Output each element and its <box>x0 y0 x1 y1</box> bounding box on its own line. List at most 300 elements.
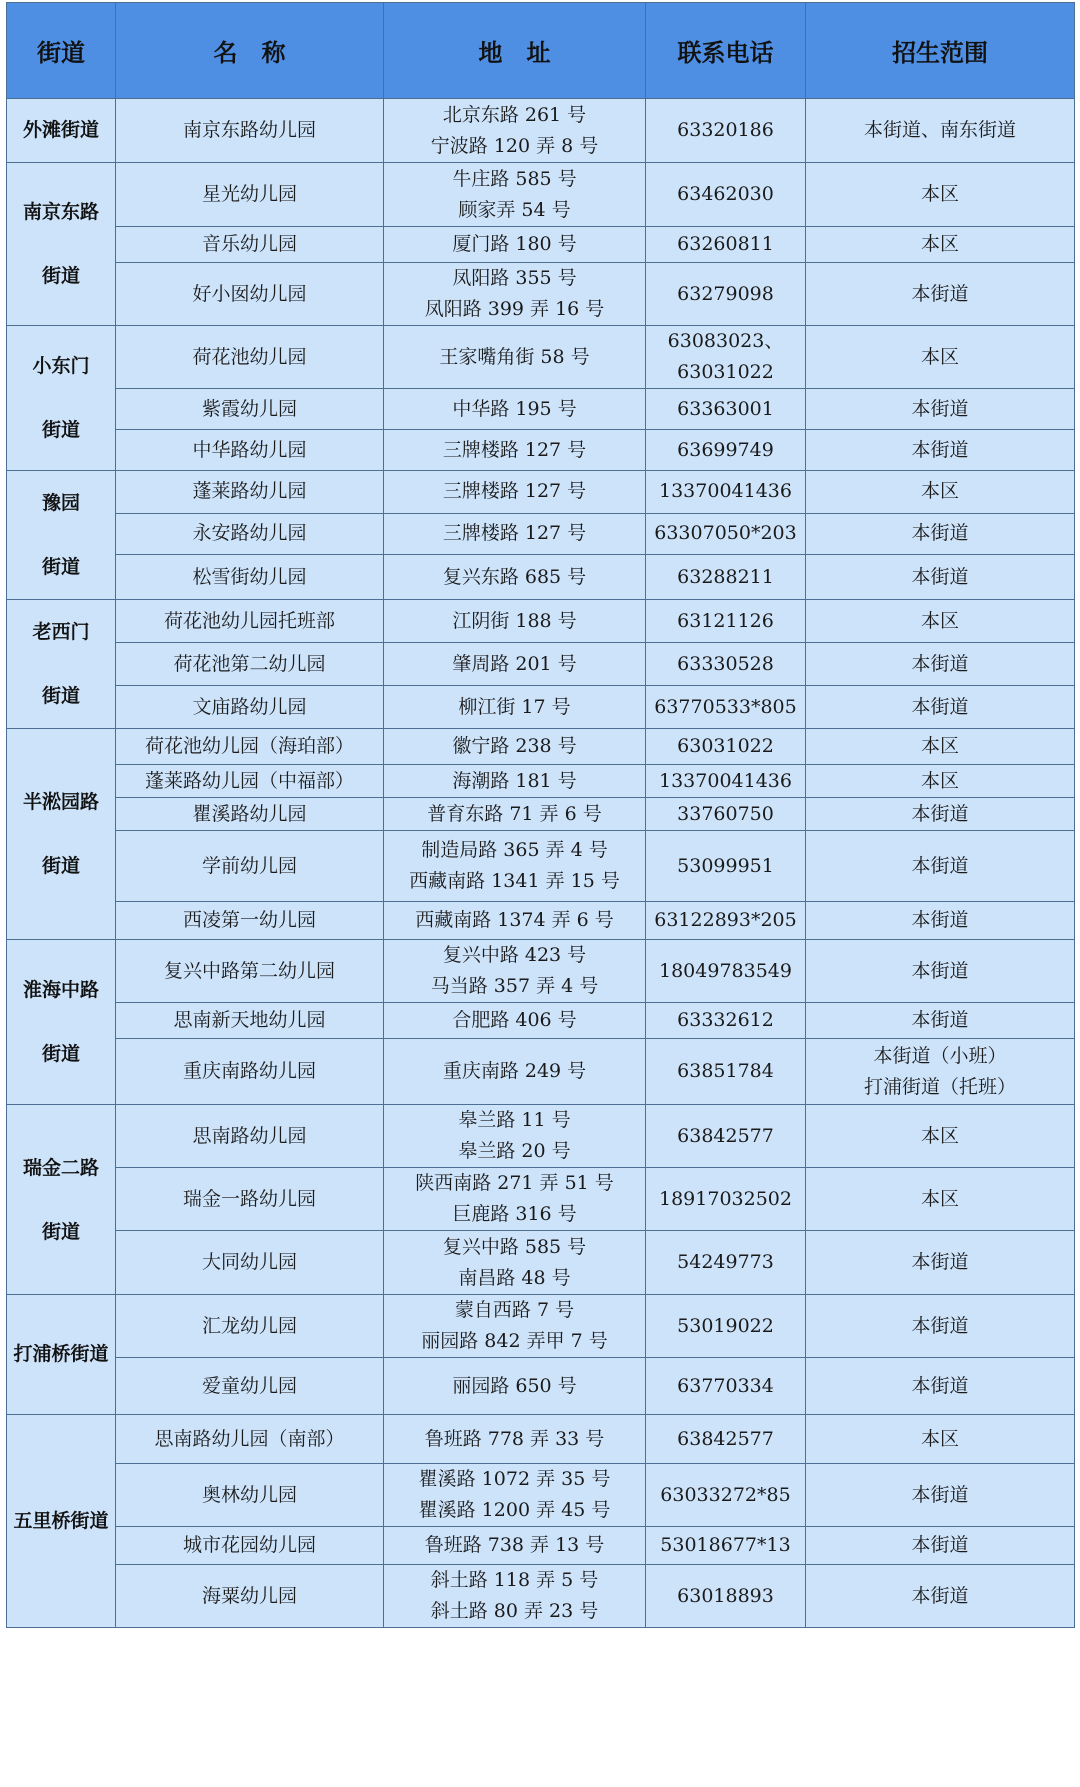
phone-cell <box>646 831 806 902</box>
street-cell <box>7 1295 116 1415</box>
cell-line: 丽园路 842 弄甲 7 号 <box>421 1330 608 1352</box>
cell-line: 本街道 <box>911 565 969 588</box>
cell-line: 本区 <box>920 233 959 255</box>
street-cell <box>7 471 116 600</box>
name-cell <box>116 1168 384 1231</box>
scope-cell <box>806 1527 1075 1565</box>
name-cell <box>116 263 384 326</box>
cell-line: 重庆南路 249 号 <box>442 1060 587 1082</box>
table-row <box>7 513 1075 555</box>
table-row <box>7 326 1075 389</box>
cell-line: 巨鹿路 316 号 <box>452 1203 577 1225</box>
address-cell <box>384 600 646 643</box>
cell-line: 本街道 <box>911 397 969 420</box>
cell-line: 街道 <box>41 556 80 578</box>
scope-cell <box>806 686 1075 729</box>
scope-cell <box>806 99 1075 163</box>
phone-cell <box>646 1105 806 1168</box>
cell-line: 63307050*203 <box>654 522 797 545</box>
cell-line: 三牌楼路 127 号 <box>442 438 587 461</box>
cell-line: 斜土路 80 弄 23 号 <box>430 1600 599 1622</box>
name-cell <box>116 765 384 798</box>
cell-line: 本街道、南东街道 <box>863 119 1016 141</box>
name-cell <box>116 513 384 555</box>
street-cell <box>7 600 116 729</box>
cell-line: 63770334 <box>677 1374 774 1397</box>
phone-cell <box>646 1003 806 1039</box>
phone-cell <box>646 1464 806 1527</box>
cell-line: 三牌楼路 127 号 <box>442 522 587 545</box>
cell-line: 63332612 <box>677 1009 774 1031</box>
cell-line: 63330528 <box>677 652 774 675</box>
name-cell <box>116 1464 384 1527</box>
cell-line: 蒙自西路 7 号 <box>454 1299 575 1321</box>
street-cell <box>7 1415 116 1628</box>
cell-line: 大同幼儿园 <box>201 1251 297 1273</box>
phone-cell <box>646 555 806 600</box>
scope-cell <box>806 227 1075 263</box>
cell-line: 爱童幼儿园 <box>201 1374 297 1397</box>
address-cell <box>384 1168 646 1231</box>
cell-line: 街道 <box>41 1220 80 1243</box>
cell-line: 马当路 357 弄 4 号 <box>430 975 599 997</box>
phone-cell <box>646 729 806 765</box>
cell-line: 西藏南路 1374 弄 6 号 <box>415 909 614 931</box>
table-row <box>7 471 1075 514</box>
name-cell <box>116 1527 384 1565</box>
cell-line: 街道 <box>41 1043 80 1065</box>
name-cell <box>116 686 384 729</box>
address-cell <box>384 1003 646 1039</box>
address-cell <box>384 1464 646 1527</box>
phone-cell <box>646 1527 806 1565</box>
name-cell <box>116 798 384 831</box>
table-row <box>7 163 1075 227</box>
name-cell <box>116 902 384 940</box>
scope-cell <box>806 1415 1075 1464</box>
address-cell <box>384 555 646 600</box>
cell-line: 凤阳路 355 号 <box>452 267 577 289</box>
cell-line: 本街道（小班） <box>873 1044 1007 1067</box>
phone-cell <box>646 600 806 643</box>
scope-cell <box>806 798 1075 831</box>
table-row <box>7 1231 1075 1295</box>
cell-line: 打浦街道（托班） <box>863 1075 1016 1098</box>
scope-cell <box>806 902 1075 940</box>
cell-line: 合肥路 406 号 <box>452 1009 577 1031</box>
cell-line: 街道 <box>41 265 80 287</box>
cell-line: 皋兰路 11 号 <box>458 1109 571 1131</box>
cell-line: 三牌楼路 127 号 <box>442 480 587 503</box>
table-row <box>7 600 1075 643</box>
phone-cell <box>646 1039 806 1105</box>
address-cell <box>384 1231 646 1295</box>
scope-cell <box>806 1039 1075 1105</box>
cell-line: 63770533*805 <box>654 695 797 718</box>
address-cell <box>384 1358 646 1415</box>
table-row <box>7 940 1075 1003</box>
cell-line: 63279098 <box>677 282 774 305</box>
cell-line: 本街道 <box>911 1584 969 1607</box>
cell-line: 南昌路 48 号 <box>458 1266 571 1289</box>
phone-cell <box>646 326 806 389</box>
scope-cell <box>806 1565 1075 1628</box>
cell-line: 蓬莱路幼儿园 <box>192 480 307 503</box>
phone-cell <box>646 1415 806 1464</box>
name-cell <box>116 1565 384 1628</box>
scope-cell <box>806 729 1075 765</box>
name-cell <box>116 389 384 430</box>
cell-line: 鲁班路 738 弄 13 号 <box>424 1534 605 1556</box>
header-name: 名 称 <box>116 3 384 99</box>
name-cell <box>116 1105 384 1168</box>
cell-line: 蓬莱路幼儿园（中福部） <box>144 769 354 792</box>
street-cell <box>7 729 116 940</box>
table-row <box>7 1168 1075 1231</box>
table-row <box>7 1105 1075 1168</box>
cell-line: 13370041436 <box>659 480 792 503</box>
cell-line: 音乐幼儿园 <box>201 233 297 255</box>
cell-line: 本区 <box>920 1187 959 1210</box>
address-cell <box>384 1415 646 1464</box>
name-cell <box>116 1295 384 1358</box>
cell-line: 紫霞幼儿园 <box>201 397 297 420</box>
cell-line: 斜土路 118 弄 5 号 <box>430 1569 599 1591</box>
cell-line: 思南路幼儿园 <box>192 1124 307 1147</box>
scope-cell <box>806 1231 1075 1295</box>
name-cell <box>116 831 384 902</box>
name-cell <box>116 163 384 227</box>
table-row <box>7 902 1075 940</box>
cell-line: 凤阳路 399 弄 16 号 <box>424 298 605 320</box>
cell-line: 本街道 <box>911 959 969 982</box>
cell-line: 63462030 <box>677 183 774 205</box>
header-row <box>7 3 1075 99</box>
cell-line: 外滩街道 <box>22 119 99 141</box>
name-cell <box>116 643 384 686</box>
phone-cell <box>646 430 806 471</box>
header-street: 街道 <box>7 3 116 99</box>
address-cell <box>384 1565 646 1628</box>
table-row <box>7 1565 1075 1628</box>
table-row <box>7 1039 1075 1105</box>
header-address: 地 址 <box>384 3 646 99</box>
table-row <box>7 99 1075 163</box>
phone-cell <box>646 1565 806 1628</box>
cell-line: 永安路幼儿园 <box>192 522 307 545</box>
address-cell <box>384 430 646 471</box>
cell-line: 南京东路幼儿园 <box>182 119 316 141</box>
cell-line: 瞿溪路 1200 弄 45 号 <box>418 1499 611 1521</box>
scope-cell <box>806 555 1075 600</box>
cell-line: 63699749 <box>677 438 774 461</box>
cell-line: 63260811 <box>677 233 774 255</box>
cell-line: 荷花池第二幼儿园 <box>173 652 326 675</box>
street-cell <box>7 163 116 326</box>
cell-line: 文庙路幼儿园 <box>192 695 307 718</box>
cell-line: 汇龙幼儿园 <box>201 1314 297 1337</box>
scope-cell <box>806 1464 1075 1527</box>
table-row <box>7 1527 1075 1565</box>
scope-cell <box>806 430 1075 471</box>
cell-line: 荷花池幼儿园托班部 <box>163 609 335 632</box>
address-cell <box>384 831 646 902</box>
cell-line: 本街道 <box>911 438 969 461</box>
phone-cell <box>646 798 806 831</box>
table-row <box>7 1003 1075 1039</box>
table-body <box>7 99 1075 1628</box>
cell-line: 皋兰路 20 号 <box>458 1140 571 1162</box>
table-row <box>7 831 1075 902</box>
cell-line: 63851784 <box>677 1060 774 1082</box>
cell-line: 本街道 <box>911 1374 969 1397</box>
cell-line: 本街道 <box>911 802 969 825</box>
cell-line: 淮海中路 <box>22 979 99 1001</box>
address-cell <box>384 798 646 831</box>
scope-cell <box>806 1105 1075 1168</box>
cell-line: 本区 <box>920 735 959 757</box>
name-cell <box>116 1358 384 1415</box>
cell-line: 陕西南路 271 弄 51 号 <box>415 1172 614 1194</box>
phone-cell <box>646 389 806 430</box>
cell-line: 本区 <box>920 1124 959 1147</box>
table-row <box>7 1358 1075 1415</box>
cell-line: 63083023、 <box>667 330 784 352</box>
name-cell <box>116 471 384 514</box>
address-cell <box>384 1039 646 1105</box>
cell-line: 63018893 <box>677 1584 774 1607</box>
address-cell <box>384 902 646 940</box>
cell-line: 荷花池幼儿园 <box>192 345 307 368</box>
phone-cell <box>646 99 806 163</box>
name-cell <box>116 600 384 643</box>
phone-cell <box>646 765 806 798</box>
cell-line: 54249773 <box>677 1251 774 1273</box>
scope-cell <box>806 263 1075 326</box>
table-row <box>7 1464 1075 1527</box>
cell-line: 普育东路 71 弄 6 号 <box>427 802 602 825</box>
address-cell <box>384 1105 646 1168</box>
address-cell <box>384 263 646 326</box>
cell-line: 松雪街幼儿园 <box>192 565 307 588</box>
cell-line: 江阴街 188 号 <box>452 609 577 632</box>
cell-line: 重庆南路幼儿园 <box>182 1060 316 1082</box>
cell-line: 街道 <box>41 855 80 877</box>
name-cell <box>116 729 384 765</box>
cell-line: 海潮路 181 号 <box>452 769 577 792</box>
cell-line: 63363001 <box>677 397 774 420</box>
cell-line: 63031022 <box>677 735 774 757</box>
name-cell <box>116 555 384 600</box>
table-row <box>7 227 1075 263</box>
name-cell <box>116 1039 384 1105</box>
cell-line: 33760750 <box>677 802 774 825</box>
address-cell <box>384 227 646 263</box>
name-cell <box>116 99 384 163</box>
address-cell <box>384 389 646 430</box>
scope-cell <box>806 765 1075 798</box>
cell-line: 本街道 <box>911 1009 969 1031</box>
cell-line: 老西门 <box>32 621 90 643</box>
cell-line: 中华路幼儿园 <box>192 438 307 461</box>
cell-line: 13370041436 <box>659 769 792 792</box>
scope-cell <box>806 600 1075 643</box>
scope-cell <box>806 1003 1075 1039</box>
scope-cell <box>806 389 1075 430</box>
street-cell <box>7 1105 116 1295</box>
street-cell <box>7 940 116 1105</box>
table-row <box>7 389 1075 430</box>
phone-cell <box>646 263 806 326</box>
phone-cell <box>646 940 806 1003</box>
table-row <box>7 643 1075 686</box>
cell-line: 本街道 <box>911 652 969 675</box>
cell-line: 瞿溪路幼儿园 <box>192 802 307 825</box>
scope-cell <box>806 643 1075 686</box>
cell-line: 王家嘴角街 58 号 <box>439 345 590 368</box>
cell-line: 南京东路 <box>22 201 99 223</box>
scope-cell <box>806 513 1075 555</box>
phone-cell <box>646 227 806 263</box>
scope-cell <box>806 1358 1075 1415</box>
table-row <box>7 1415 1075 1464</box>
street-cell <box>7 326 116 471</box>
phone-cell <box>646 1168 806 1231</box>
phone-cell <box>646 513 806 555</box>
cell-line: 本街道 <box>911 1251 969 1273</box>
cell-line: 18917032502 <box>659 1187 792 1210</box>
cell-line: 本区 <box>920 345 959 368</box>
address-cell <box>384 1295 646 1358</box>
cell-line: 瑞金二路 <box>22 1156 99 1179</box>
cell-line: 复兴中路第二幼儿园 <box>163 959 335 982</box>
cell-line: 五里桥街道 <box>13 1509 109 1532</box>
cell-line: 北京东路 261 号 <box>442 103 587 126</box>
name-cell <box>116 227 384 263</box>
cell-line: 豫园 <box>41 492 80 514</box>
header-scope: 招生范围 <box>806 3 1075 99</box>
name-cell <box>116 1231 384 1295</box>
cell-line: 奥林幼儿园 <box>201 1483 297 1506</box>
address-cell <box>384 940 646 1003</box>
cell-line: 18049783549 <box>659 959 792 982</box>
cell-line: 本街道 <box>911 854 969 877</box>
phone-cell <box>646 902 806 940</box>
cell-line: 制造局路 365 弄 4 号 <box>421 839 608 861</box>
cell-line: 小东门 <box>32 355 90 377</box>
cell-line: 本区 <box>920 480 959 503</box>
header-phone: 联系电话 <box>646 3 806 99</box>
phone-cell <box>646 686 806 729</box>
cell-line: 63842577 <box>677 1124 774 1147</box>
scope-cell <box>806 326 1075 389</box>
cell-line: 星光幼儿园 <box>201 183 297 205</box>
cell-line: 打浦桥街道 <box>13 1343 109 1365</box>
cell-line: 63842577 <box>677 1427 774 1450</box>
phone-cell <box>646 643 806 686</box>
cell-line: 本街道 <box>911 1314 969 1337</box>
table-row <box>7 555 1075 600</box>
cell-line: 本区 <box>920 609 959 632</box>
cell-line: 63031022 <box>677 361 774 383</box>
cell-line: 本街道 <box>911 695 969 718</box>
table-row <box>7 430 1075 471</box>
address-cell <box>384 643 646 686</box>
cell-line: 63121126 <box>677 609 774 632</box>
cell-line: 本区 <box>920 183 959 205</box>
cell-line: 瞿溪路 1072 弄 35 号 <box>418 1468 611 1490</box>
cell-line: 63288211 <box>677 565 774 588</box>
cell-line: 中华路 195 号 <box>452 397 577 420</box>
cell-line: 本区 <box>920 769 959 792</box>
address-cell <box>384 765 646 798</box>
scope-cell <box>806 163 1075 227</box>
cell-line: 城市花园幼儿园 <box>182 1534 316 1556</box>
phone-cell <box>646 471 806 514</box>
phone-cell <box>646 163 806 227</box>
cell-line: 53099951 <box>677 854 774 877</box>
cell-line: 西凌第一幼儿园 <box>182 909 316 931</box>
cell-line: 思南路幼儿园（南部） <box>154 1427 345 1450</box>
cell-line: 街道 <box>41 685 80 707</box>
cell-line: 思南新天地幼儿园 <box>173 1009 326 1031</box>
cell-line: 学前幼儿园 <box>201 854 297 877</box>
kindergarten-enrollment-table <box>6 2 1075 1628</box>
name-cell <box>116 1003 384 1039</box>
name-cell <box>116 940 384 1003</box>
scope-cell <box>806 1295 1075 1358</box>
cell-line: 本街道 <box>911 522 969 545</box>
cell-line: 鲁班路 778 弄 33 号 <box>424 1427 605 1450</box>
address-cell <box>384 729 646 765</box>
address-cell <box>384 326 646 389</box>
address-cell <box>384 99 646 163</box>
cell-line: 本区 <box>920 1427 959 1450</box>
cell-line: 牛庄路 585 号 <box>452 167 577 190</box>
name-cell <box>116 430 384 471</box>
phone-cell <box>646 1358 806 1415</box>
cell-line: 63320186 <box>677 119 774 141</box>
cell-line: 53018677*13 <box>660 1534 791 1556</box>
cell-line: 复兴东路 685 号 <box>442 565 587 588</box>
table-row <box>7 765 1075 798</box>
cell-line: 本街道 <box>911 909 969 931</box>
cell-line: 宁波路 120 弄 8 号 <box>430 134 599 157</box>
table-row <box>7 1295 1075 1358</box>
cell-line: 复兴中路 423 号 <box>442 944 587 966</box>
cell-line: 半淞园路 <box>22 791 99 813</box>
cell-line: 肇周路 201 号 <box>452 652 577 675</box>
cell-line: 瑞金一路幼儿园 <box>182 1187 316 1210</box>
cell-line: 63033272*85 <box>660 1483 791 1506</box>
table-row <box>7 263 1075 326</box>
cell-line: 本街道 <box>911 1483 969 1506</box>
scope-cell <box>806 471 1075 514</box>
address-cell <box>384 513 646 555</box>
name-cell <box>116 326 384 389</box>
address-cell <box>384 471 646 514</box>
cell-line: 本街道 <box>911 1534 969 1556</box>
cell-line: 荷花池幼儿园（海珀部） <box>144 735 354 757</box>
address-cell <box>384 163 646 227</box>
cell-line: 本街道 <box>911 282 969 305</box>
address-cell <box>384 686 646 729</box>
scope-cell <box>806 831 1075 902</box>
cell-line: 柳江街 17 号 <box>458 695 571 718</box>
phone-cell <box>646 1295 806 1358</box>
cell-line: 顾家弄 54 号 <box>458 198 571 221</box>
address-cell <box>384 1527 646 1565</box>
